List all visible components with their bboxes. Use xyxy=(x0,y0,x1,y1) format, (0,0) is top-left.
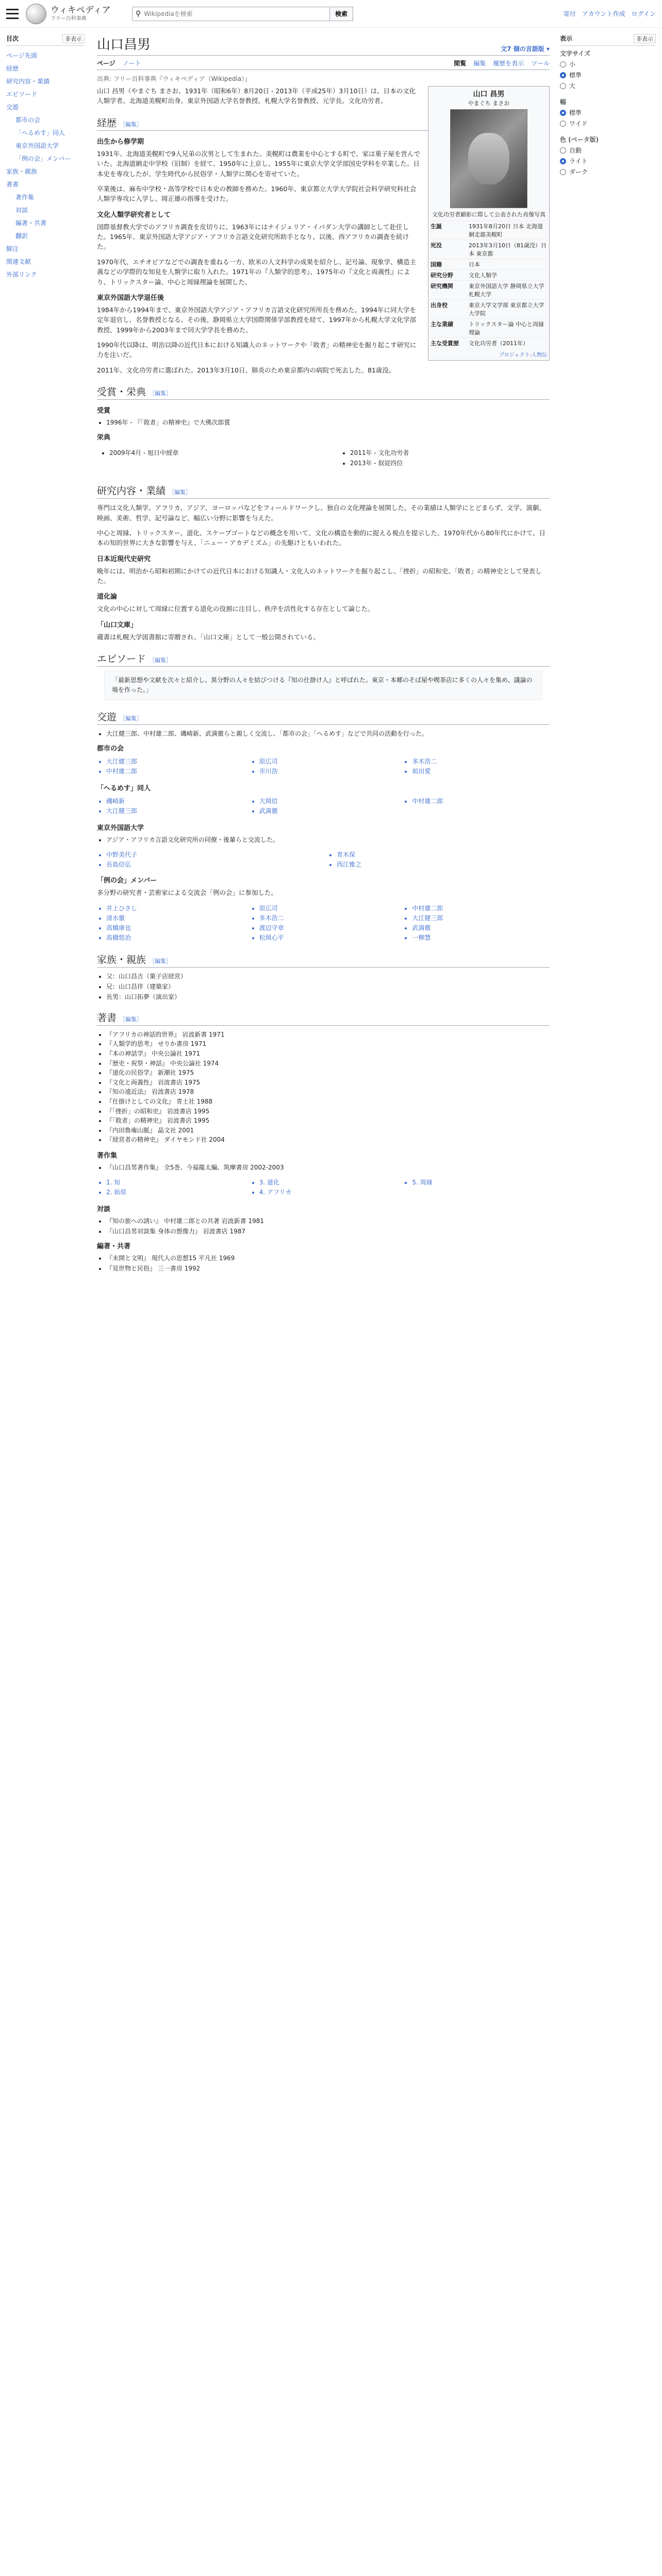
infobox-value: 文化人類学 xyxy=(469,272,497,279)
member-link[interactable]: • 4. アフリカ xyxy=(259,1188,397,1196)
radio-option[interactable] xyxy=(560,157,656,165)
search-icon: ⚲ xyxy=(136,9,141,18)
section-episode xyxy=(97,651,550,667)
paragraph: 1990年代以降は、明治以降の近代日本における知識人のネットワークや「敗者」の精神史を掘り起こす研究に力を注いだ。 xyxy=(97,341,417,359)
toc-item[interactable]: 翻訳 xyxy=(15,232,28,240)
infobox-row xyxy=(431,318,547,337)
member-column xyxy=(337,849,550,870)
subsection-heading: 文化人類学研究者として xyxy=(97,211,171,219)
toc-item[interactable]: エピソード xyxy=(6,91,38,98)
award-item: • 1996年 - 『「敗者」の精神史』で大佛次郎賞 xyxy=(106,418,550,427)
member-link[interactable]: • 一柳慧 xyxy=(412,933,550,942)
infobox-value: 東京大学文学部 東京都立大学大学院 xyxy=(469,302,544,317)
paragraph: 専門は文化人類学。アフリカ、アジア、ヨーロッパなどをフィールドワークし、独自の文化理論を展開した。その業績は人類学にとどまらず、文学、演劇、映画、美術、哲学、記号論など、幅広い分野に影響を与えた。 xyxy=(97,504,545,522)
language-button[interactable]: 文7 個の言語版 ▾ xyxy=(501,45,550,53)
infobox-value: 東京外国語大学 静岡県立大学 札幌大学 xyxy=(469,283,544,298)
infobox-name: 山口 昌男 xyxy=(473,90,505,98)
member-link[interactable]: • 2. 始原 xyxy=(106,1188,244,1196)
honors-table xyxy=(97,445,550,474)
family-item: • 父：山口昌吉（菓子店経営） xyxy=(106,972,550,980)
radio-icon xyxy=(560,72,566,78)
page-title: 山口昌男 xyxy=(97,37,151,53)
tufs-members xyxy=(97,849,550,870)
infobox-footer[interactable]: プロジェクト:人物伝 xyxy=(499,352,547,358)
toc-item[interactable]: 研究内容・業績 xyxy=(6,78,50,85)
member-link[interactable]: • 西江雅之 xyxy=(337,860,550,869)
member-column xyxy=(412,795,550,816)
toc-item[interactable]: 「へるめす」同人 xyxy=(15,129,65,137)
radio-icon xyxy=(560,110,566,116)
book-item: • 『道化の民俗学』 新潮社 1975 xyxy=(106,1068,550,1078)
member-link[interactable]: • 原広司 xyxy=(259,757,397,766)
section-family xyxy=(97,952,550,968)
personal-tools xyxy=(564,9,656,18)
member-link[interactable]: • 大岡信 xyxy=(259,796,397,805)
taidan-item: • 『山口昌男対談集 身体の想像力』 岩波書店 1987 xyxy=(106,1227,550,1235)
toshi-members xyxy=(97,756,550,776)
member-column xyxy=(106,756,244,776)
edit-link[interactable]: ［ 編集 ］ xyxy=(149,657,172,664)
rei-text: 多分野の研究者・芸術家による交流会「例の会」に参加した。 xyxy=(97,888,278,896)
table-of-contents xyxy=(6,34,85,281)
infobox-row xyxy=(431,280,547,299)
radio-option[interactable] xyxy=(560,167,656,176)
member-link[interactable]: • 高橋悠治 xyxy=(106,933,244,942)
member-link[interactable]: • 高橋康也 xyxy=(106,923,244,932)
member-link[interactable]: • 大江健三郎 xyxy=(106,806,244,815)
toc-item[interactable]: 都市の会 xyxy=(15,116,41,124)
section-books xyxy=(97,1010,550,1026)
member-link[interactable]: • 中村雄二郎 xyxy=(412,904,550,912)
episode-quote: 「最新思想や文献を次々と紹介し、異分野の人々を結びつける『知の仕掛け人』と呼ばれた。東京・本郷のそば屋や喫茶店に多くの人々を集め、議論の場を作った。」 xyxy=(104,671,542,700)
edit-link[interactable]: ［ 編集 ］ xyxy=(169,489,191,496)
infobox-row xyxy=(431,259,547,269)
member-column xyxy=(106,903,244,943)
toc-item[interactable]: 対談 xyxy=(15,207,28,214)
radio-option[interactable] xyxy=(560,108,656,117)
radio-option[interactable] xyxy=(560,146,656,155)
radio-icon xyxy=(560,147,566,154)
section-kouyu xyxy=(97,709,550,725)
sub-hencho: 編著・共著 xyxy=(97,1243,131,1250)
radio-label: 自動 xyxy=(569,147,582,154)
edit-link[interactable]: ［ 編集 ］ xyxy=(149,958,172,964)
book-item: • 『人類学的思考』 せりか書房 1971 xyxy=(106,1039,550,1049)
member-link[interactable]: • 中村雄二郎 xyxy=(412,796,550,805)
search-button[interactable]: 検索 xyxy=(330,7,353,21)
radio-label: 標準 xyxy=(569,109,582,116)
paragraph: 2011年、文化功労者に選ばれた。2013年3月10日、肺炎のため東京都内の病院で死去した。81歳没。 xyxy=(97,366,395,374)
infobox-key: 主な業績 xyxy=(431,321,453,328)
paragraph: 国際基督教大学でのアフリカ調査を皮切りに、1963年にはナイジェリア・イバダン大学の講師として赴任した。1965年、東京外国語大学アジア・アフリカ言語文化研究所助手となり、以後、西アフリカの調査を続けた。 xyxy=(97,223,409,251)
create-account-link[interactable]: アカウント作成 xyxy=(582,10,625,18)
section-title: 経歴 xyxy=(97,117,117,129)
sub-taidan: 対談 xyxy=(97,1206,111,1213)
sub-sakuhin: 著作集 xyxy=(97,1152,118,1160)
kouyu-item: • 大江健三郎、中村雄二郎、磯崎新、武満徹らと親しく交流し、「都市の会」「へるめす」などで共同の活動を行った。 xyxy=(106,729,550,738)
member-link[interactable]: • 1. 知 xyxy=(106,1178,244,1187)
member-link[interactable]: • 5. 周縁 xyxy=(412,1178,550,1187)
radio-icon xyxy=(560,169,566,175)
radio-option[interactable] xyxy=(560,81,656,90)
sub-hermes: 「へるめす」同人 xyxy=(97,784,151,792)
book-item: • 『内田魯庵山脈』 晶文社 2001 xyxy=(106,1126,550,1136)
sub-rei: 「例の会」メンバー xyxy=(97,876,157,885)
member-link[interactable]: • 中村雄二郎 xyxy=(106,767,244,775)
sub-awards-honor: 栄典 xyxy=(97,434,111,442)
member-link[interactable]: • 磯崎新 xyxy=(106,796,244,805)
edit-link[interactable]: ［ 編集 ］ xyxy=(120,715,142,722)
member-link[interactable]: • 市川浩 xyxy=(259,767,397,775)
edit-link[interactable]: ［ 編集 ］ xyxy=(149,390,172,397)
book-item: • 『アフリカの神話的世界』 岩波新書 1971 xyxy=(106,1030,550,1040)
member-link[interactable]: • 武満徹 xyxy=(259,806,397,815)
family-item: • 兄：山口昌伴（建築家） xyxy=(106,982,550,991)
section-title: 受賞・栄典 xyxy=(97,386,146,398)
member-column xyxy=(106,795,244,816)
member-link[interactable]: • 3. 道化 xyxy=(259,1178,397,1187)
lead-paragraph: 山口 昌男（やまぐち まさお、1931年（昭和6年）8月20日 - 2013年（平成25年）3月10日）は、日本の文化人類学者。北海道美幌町出身。東京外国語大学名誉教授、札幌大学名誉教授、元学長。文化功労者。 xyxy=(97,87,416,105)
infobox-key: 出身校 xyxy=(431,302,448,309)
appearance-hide-button[interactable]: 非表示 xyxy=(634,34,656,43)
radio-icon xyxy=(560,158,566,164)
section-title: 交遊 xyxy=(97,711,117,723)
member-link[interactable]: • 清水徹 xyxy=(106,913,244,922)
radio-option[interactable] xyxy=(560,119,656,128)
infobox-kana: やまぐち まさお xyxy=(468,100,510,107)
page-tabs xyxy=(97,56,550,70)
search-input[interactable] xyxy=(144,10,319,18)
member-link[interactable]: • 松岡心平 xyxy=(259,933,397,942)
hermes-members xyxy=(97,795,550,816)
member-link[interactable]: • 大江健三郎 xyxy=(412,913,550,922)
site-header xyxy=(0,0,662,28)
subsection-heading: 東京外国語大学退任後 xyxy=(97,294,164,302)
member-link[interactable]: • 渡辺守章 xyxy=(259,923,397,932)
book-item: • 『知の遠近法』 岩波書店 1978 xyxy=(106,1087,550,1097)
paragraph: 中心と周縁、トリックスター、道化、スケープゴートなどの概念を用いて、文化の構造を動的に捉える視点を提示した。1970年代から80年代にかけて、日本の知的世界に大きな影響を与え、「ニュー・アカデミズム」の先駆けともいわれた。 xyxy=(97,529,545,547)
portrait-face xyxy=(468,133,509,184)
infobox-key: 研究機関 xyxy=(431,283,453,290)
rei-members xyxy=(97,903,550,943)
toc-item[interactable]: 著作集 xyxy=(15,194,35,201)
toc-item[interactable]: 経歴 xyxy=(6,65,19,72)
radio-option[interactable] xyxy=(560,71,656,79)
menu-icon[interactable] xyxy=(6,9,19,19)
text-size-label: 文字サイズ xyxy=(560,50,591,57)
member-link[interactable]: • 長島信弘 xyxy=(106,860,319,869)
sub-research-1: 日本近現代史研究 xyxy=(97,555,151,563)
tab-page[interactable]: ページ xyxy=(97,60,115,67)
color-label: 色 (ベータ版) xyxy=(560,136,599,143)
radio-icon xyxy=(560,61,566,67)
book-item: • 『文化と両義性』 岩波書店 1975 xyxy=(106,1078,550,1088)
sub-awards-prize: 受賞 xyxy=(97,407,111,415)
infobox-value: トリックスター論 中心と周縁理論 xyxy=(469,321,544,336)
infobox-caption: 文化功労者顕彰に際して公表された肖像写真 xyxy=(432,211,545,218)
toc-item[interactable]: 脚注 xyxy=(6,245,19,252)
paragraph: 1970年代、エチオピアなどでの調査を重ねる一方、欧米の人文科学の成果を紹介し、記号論、現象学、構造主義などの学際的な知見を人類学に取り入れた。1971年の『人類学的思考』、1975年の『文化と両義性』により、トリックスター論、中心と周縁理論を展開した。 xyxy=(97,258,417,286)
toc-item[interactable]: 著書 xyxy=(6,181,19,188)
radio-label: ワイド xyxy=(569,120,588,127)
tab-talk[interactable]: ノート xyxy=(122,60,141,67)
member-link[interactable]: • 大江健三郎 xyxy=(106,757,244,766)
section-research xyxy=(97,483,550,499)
infobox-value: 文化功労者（2011年） xyxy=(469,340,528,347)
infobox-key: 死没 xyxy=(431,242,442,249)
section-awards xyxy=(97,384,550,400)
member-column xyxy=(106,849,319,870)
member-column xyxy=(106,1177,244,1197)
search-form xyxy=(132,7,353,21)
member-column xyxy=(259,756,397,776)
site-logo[interactable] xyxy=(26,4,129,24)
toc-item[interactable]: 東京外国語大学 xyxy=(15,142,59,149)
tab-tools[interactable]: ツール xyxy=(531,60,550,67)
tufs-item: • アジア・アフリカ言語文化研究所の同僚・後輩らと交流した。 xyxy=(106,835,550,844)
language-button-label: 7 個の言語版 xyxy=(507,45,544,53)
infobox-value: 日本 xyxy=(469,261,480,268)
article-source: 出典: フリー百科事典『ウィキペディア（Wikipedia）』 xyxy=(97,75,251,82)
toc-item[interactable]: 関連文献 xyxy=(6,258,31,265)
paragraph: 卒業後は、麻布中学校・高等学校で日本史の教師を務めた。1960年、東京都立大学大学院社会科学研究科社会人類学専攻に入学し、岡正雄の指導を受けた。 xyxy=(97,184,417,203)
member-column xyxy=(259,1177,397,1197)
radio-label: 標準 xyxy=(569,72,582,79)
infobox-row xyxy=(431,337,547,348)
honor-item: • 2013年 - 叙従四位 xyxy=(350,459,547,467)
honor-item: • 2009年4月 - 旭日中綬章 xyxy=(109,448,335,457)
radio-label: ライト xyxy=(569,158,588,165)
infobox-key: 研究分野 xyxy=(431,272,453,279)
portrait-photo[interactable] xyxy=(450,109,527,208)
appearance-panel xyxy=(560,34,656,183)
hencho-item: • 『未開と文明』 現代人の思想15 平凡社 1969 xyxy=(106,1253,550,1262)
infobox-row xyxy=(431,269,547,280)
honor-item: • 2011年 - 文化功労者 xyxy=(350,448,547,457)
infobox-row xyxy=(431,221,547,240)
section-title: 著書 xyxy=(97,1012,117,1024)
book-item: • 『「挫折」の昭和史』 岩波書店 1995 xyxy=(106,1107,550,1116)
donate-link[interactable]: 寄付 xyxy=(563,10,576,18)
infobox-row xyxy=(431,299,547,318)
sakuhin-volumes xyxy=(97,1177,550,1197)
radio-option[interactable] xyxy=(560,60,656,69)
member-link[interactable]: • 多木浩二 xyxy=(412,757,550,766)
research-sub1-text: 晩年には、明治から昭和初期にかけての近代日本における知識人・文化人のネットワークを掘り起こし、「挫折」の昭和史、「敗者」の精神史として発表した。 xyxy=(97,567,542,585)
member-column xyxy=(412,756,550,776)
toc-item[interactable]: ページ先頭 xyxy=(6,52,37,59)
edit-link[interactable]: ［ 編集 ］ xyxy=(120,1016,142,1023)
research-sub2-text: 文化の中心に対して周縁に位置する道化の役割に注目し、秩序を活性化する存在として論じた。 xyxy=(97,605,374,613)
edit-link[interactable]: ［ 編集 ］ xyxy=(120,121,142,128)
radio-label: 大 xyxy=(569,82,576,90)
tab-read[interactable]: 閲覧 xyxy=(454,60,467,67)
appearance-heading: 表示 xyxy=(560,35,573,42)
member-link[interactable]: • 原広司 xyxy=(259,904,397,912)
toc-heading: 目次 xyxy=(6,35,19,42)
section-title: 研究内容・業績 xyxy=(97,485,166,497)
sub-toshi: 都市の会 xyxy=(97,744,124,753)
radio-label: ダーク xyxy=(569,168,588,176)
search-box xyxy=(132,7,330,21)
radio-icon xyxy=(560,121,566,127)
book-item: • 『本の神話学』 中央公論社 1971 xyxy=(106,1049,550,1059)
infobox xyxy=(428,86,550,361)
radio-icon xyxy=(560,83,566,89)
infobox-value: 2013年3月10日（81歳没）日本 東京都 xyxy=(469,242,547,257)
member-column xyxy=(259,795,397,816)
toc-item[interactable]: 編著・共著 xyxy=(15,219,47,227)
infobox-row xyxy=(431,240,547,259)
toc-item[interactable]: 外部リンク xyxy=(6,271,37,278)
book-item: • 『歴史・祝祭・神話』 中央公論社 1974 xyxy=(106,1059,550,1069)
member-link[interactable]: • 青木保 xyxy=(337,850,550,859)
taidan-item: • 『知の旅への誘い』 中村雄二郎との共著 岩波新書 1981 xyxy=(106,1216,550,1225)
site-title: ウィキペディア xyxy=(51,5,111,15)
section-title: エピソード xyxy=(97,653,146,665)
member-link[interactable]: • 井上ひさし xyxy=(106,904,244,912)
radio-label: 小 xyxy=(569,61,576,68)
infobox-key: 生誕 xyxy=(431,223,442,230)
book-item: • 『仕掛けとしての文化』 青土社 1988 xyxy=(106,1097,550,1107)
infobox-key: 主な受賞歴 xyxy=(431,340,459,347)
main-content xyxy=(97,28,550,1278)
login-link[interactable]: ログイン xyxy=(631,10,656,18)
member-link[interactable]: • 多木浩二 xyxy=(259,913,397,922)
sub-tufs: 東京外国語大学 xyxy=(97,824,144,832)
paragraph: 1984年から1994年まで、東京外国語大学アジア・アフリカ言語文化研究所所長を務めた。1994年に同大学を定年退官し、名誉教授となる。その後、静岡県立大学国際関係学部教授を経て、1997年から札幌大学文化学部教授、1999年から2003年まで同大学学長を務めた。 xyxy=(97,306,417,334)
member-column xyxy=(412,903,550,943)
member-link[interactable]: • 中野美代子 xyxy=(106,850,319,859)
sub-research-2: 道化論 xyxy=(97,593,118,601)
member-column xyxy=(259,903,397,943)
book-item: • 『経営者の精神史』 ダイヤモンド社 2004 xyxy=(106,1135,550,1145)
book-item: • 『「敗者」の精神史』 岩波書店 1995 xyxy=(106,1116,550,1126)
toc-hide-button[interactable]: 非表示 xyxy=(62,34,85,43)
member-link[interactable]: • 武満徹 xyxy=(412,923,550,932)
sakuhin-publication: • 『山口昌男著作集』 全5巻、今福龍太編、筑摩書房 2002-2003 xyxy=(106,1163,550,1172)
infobox-value: 1931年8月20日 日本 北海道網走郡美幌町 xyxy=(469,223,543,238)
family-item: • 長男：山口拓夢（演出家） xyxy=(106,992,550,1001)
member-column xyxy=(412,1177,550,1197)
width-label: 幅 xyxy=(560,98,567,106)
infobox-key: 国籍 xyxy=(431,261,442,268)
section-title: 家族・親族 xyxy=(97,954,146,965)
subsection-heading: 出生から修学期 xyxy=(97,138,144,146)
toc-item[interactable]: 家族・親族 xyxy=(6,168,38,175)
paragraph: 1931年、北海道美幌町で9人兄弟の次男として生まれた。美幌町は農業を中心とする町で、家は菓子屋を営んでいた。北海道網走中学校（旧制）を経て、1950年に上京し、1955年に東京大学文学部国史学科を卒業した。日本史を専攻したが、学生時代から民俗学・人類学に関心を寄せていた。 xyxy=(97,149,421,178)
hencho-item: • 『見世物と民俗』 三一書房 1992 xyxy=(106,1264,550,1273)
toc-item[interactable]: 交遊 xyxy=(6,104,19,111)
research-sub3-text: 蔵書は札幌大学図書館に寄贈され、「山口文庫」として一般公開されている。 xyxy=(97,633,320,641)
tab-history[interactable]: 履歴を表示 xyxy=(493,60,524,67)
sub-research-3: 「山口文庫」 xyxy=(97,621,138,629)
toc-item[interactable]: 「例の会」メンバー xyxy=(15,155,71,162)
wikipedia-globe-icon xyxy=(26,4,46,24)
site-subtitle: フリー百科事典 xyxy=(51,15,87,22)
tab-edit[interactable]: 編集 xyxy=(473,60,486,67)
member-link[interactable]: • 前田愛 xyxy=(412,767,550,775)
